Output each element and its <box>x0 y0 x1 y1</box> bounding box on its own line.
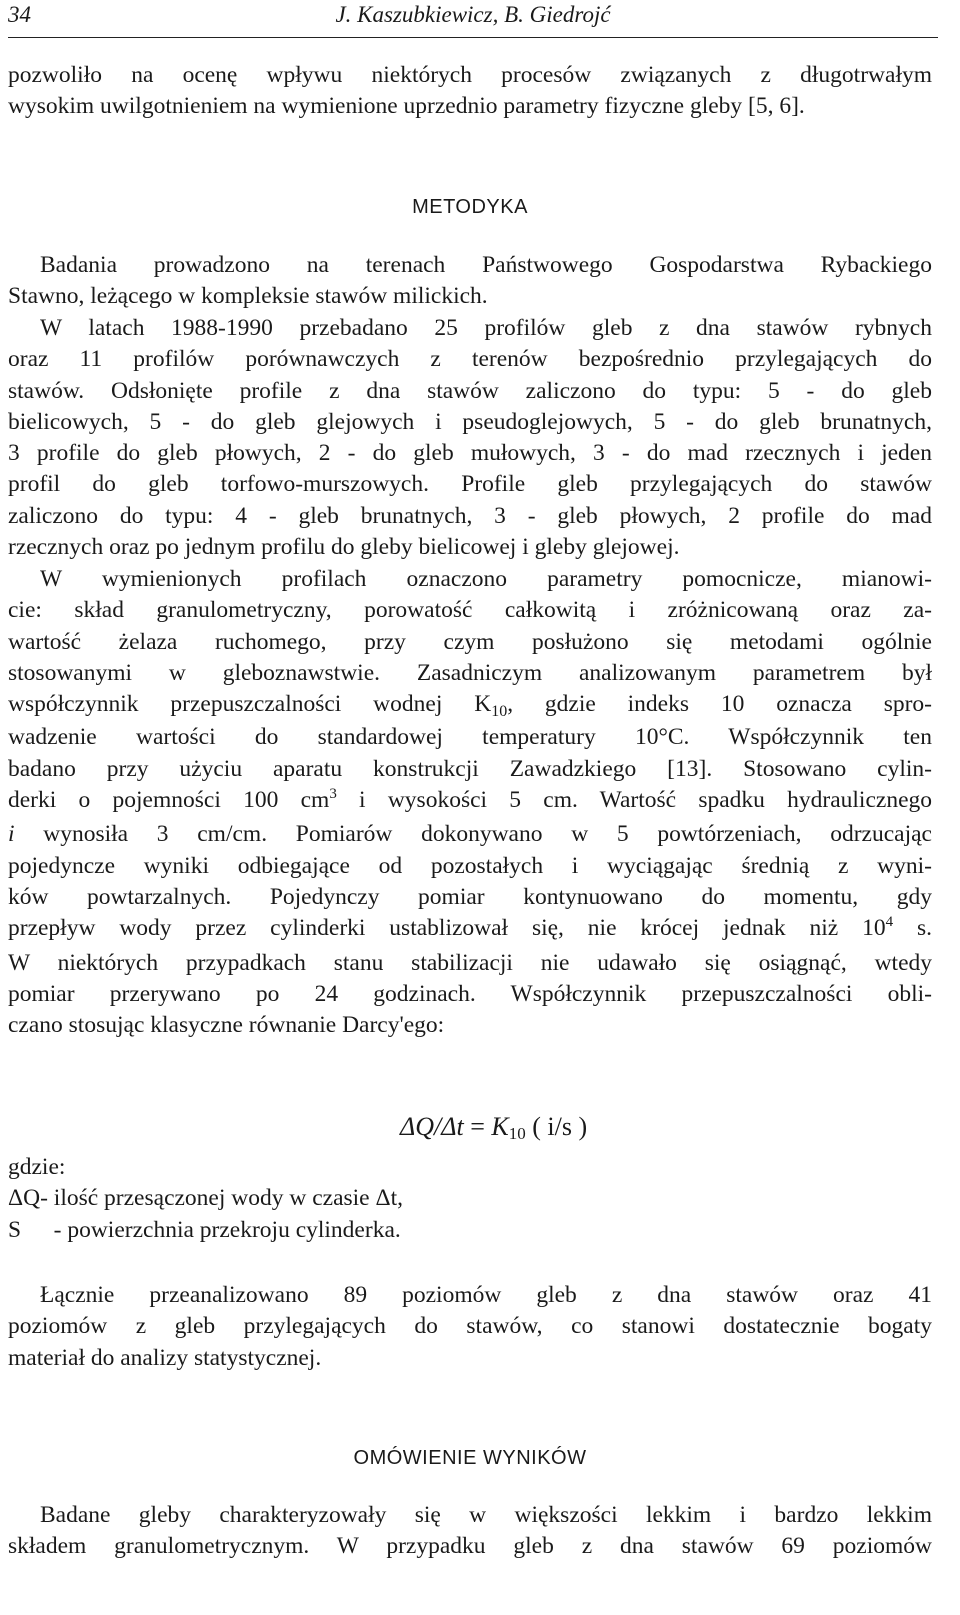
paragraph <box>8 313 932 563</box>
text-line <box>8 689 932 722</box>
text-line: profil do gleb torfowo-murszowych. Profile gleb przylegających do stawów <box>8 471 932 498</box>
text-line: poziomów z gleb przylegających do stawów, co stanowi dostatecznie bogaty <box>8 1313 932 1340</box>
text-line: cie: skład granulometryczny, porowatość całkowitą i zróżnicowaną oraz za- <box>8 597 932 624</box>
text-line: materiał do analizy statystycznej. <box>8 1344 322 1371</box>
text-line: ków powtarzalnych. Pojedynczy pomiar kontynuowano do momentu, gdy <box>8 883 932 910</box>
page-header <box>8 2 938 36</box>
text-line: wysokim uwilgotnieniem na wymienione uprzednio parametry fizyczne gleby [5, 6]. <box>8 93 805 120</box>
equation-rhs: ( i/s ) <box>532 1112 588 1141</box>
header-rule <box>8 37 938 38</box>
text-line: stawów. Odsłonięte profile z dna stawów zaliczono do typu: 5 - do gleb <box>8 377 932 404</box>
text-line: zaliczono do typu: 4 - gleb brunatnych, 3 - gleb płowych, 2 profile do mad <box>8 502 932 529</box>
text-line: składem granulometrycznym. W przypadku gleb z dna stawów 69 poziomów <box>8 1533 932 1560</box>
equation-k-subscript: 10 <box>508 1124 526 1143</box>
text-span: s. <box>893 915 932 942</box>
paragraph <box>8 1500 932 1563</box>
subscript: 10 <box>491 703 508 721</box>
text-span: , gdzie indeks 10 oznacza spro- <box>507 691 933 718</box>
equation-equals: = <box>463 1112 492 1141</box>
section-heading-omowienie: OMÓWIENIE WYNIKÓW <box>353 1447 587 1469</box>
text-line <box>8 819 932 850</box>
text-line: oraz 11 profilów porównawczych z terenów bezpośrednio przylegających do <box>8 346 932 373</box>
running-head: J. Kaszubkiewicz, B. Giedrojć <box>335 2 611 27</box>
text-line: bielicowych, 5 - do gleb glejowych i pseudoglejowych, 5 - do gleb brunatnych, <box>8 408 932 435</box>
intro-paragraph <box>8 60 932 123</box>
where-label: gdzie: <box>8 1154 66 1180</box>
page-number: 34 <box>8 2 31 27</box>
text-line: wadzenie wartości do standardowej temperatury 10°C. Współczynnik ten <box>8 724 932 751</box>
text-line: wartość żelaza ruchomego, przy czym posłużono się metodami ogólnie <box>8 628 932 655</box>
definitions-list <box>8 1152 932 1246</box>
text-line: pojedyncze wyniki odbiegające od pozostałych i wyciągając średnią z wyni- <box>8 852 932 879</box>
definition-term: ΔQ <box>8 1185 41 1212</box>
text-line: Łącznie przeanalizowano 89 poziomów gleb z dna stawów oraz 41 <box>40 1282 932 1308</box>
text-line: W niektórych przypadkach stanu stabilizacji nie udawało się osiągnąć, wtedy <box>8 949 932 976</box>
text-line <box>8 913 932 947</box>
text-line: 3 profile do gleb płowych, 2 - do gleb mułowych, 3 - do mad rzecznych i jeden <box>8 440 932 467</box>
text-line: W latach 1988-1990 przebadano 25 profilów gleb z dna stawów rybnych <box>40 315 932 341</box>
text-line: badano przy użyciu aparatu konstrukcji Zawadzkiego [13]. Stosowano cylin- <box>8 755 932 782</box>
definition-row <box>8 1215 932 1246</box>
text-span: współczynnik przepuszczalności wodnej K <box>8 691 492 718</box>
italic-symbol: i <box>8 821 15 848</box>
definition-desc: - powierzchnia przekroju cylinderka. <box>36 1216 401 1243</box>
text-line: Badane gleby charakteryzowały się w większości lekkim i bardzo lekkim <box>40 1502 932 1528</box>
definition-row <box>8 1183 932 1214</box>
text-line: rzecznych oraz po jednym profilu do gleby bielicowej i gleby glejowej. <box>8 534 680 561</box>
text-line: czano stosując klasyczne równanie Darcy'ego: <box>8 1012 445 1039</box>
text-line: W wymienionych profilach oznaczono parametry pomocnicze, mianowi- <box>40 566 932 592</box>
text-line: stosowanymi w gleboznawstwie. Zasadniczym analizowanym parametrem był <box>8 659 932 686</box>
text-line: pomiar przerywano po 24 godzinach. Współczynnik przepuszczalności obli- <box>8 980 932 1007</box>
definition-term: S <box>8 1216 22 1243</box>
text-span: wynosiła 3 cm/cm. Pomiarów dokonywano w 5 powtórzeniach, odrzucając <box>14 821 932 848</box>
definition-desc: - ilość przesączonej wody w czasie Δt, <box>40 1185 403 1212</box>
paragraph <box>8 564 932 1041</box>
equation-k: K <box>491 1112 509 1141</box>
text-line <box>8 785 932 819</box>
section-heading-metodyka: METODYKA <box>412 196 528 218</box>
equation-lhs: ΔQ/Δt <box>400 1112 464 1141</box>
superscript: 3 <box>329 786 337 803</box>
paragraph <box>8 250 932 313</box>
text-line: Badania prowadzono na terenach Państwowego Gospodarstwa Rybackiego <box>40 252 932 278</box>
text-span: przepływ wody przez cylinderki ustablizował się, nie krócej jednak niż 10 <box>8 915 886 942</box>
text-line: pozwoliło na ocenę wpływu niektórych procesów związanych z długotrwałym <box>8 62 932 88</box>
text-span: i wysokości 5 cm. Wartość spadku hydraulicznego <box>336 787 932 814</box>
text-line: Stawno, leżącego w kompleksie stawów milickich. <box>8 283 488 310</box>
darcy-equation <box>400 1112 587 1142</box>
paragraph <box>8 1280 932 1374</box>
superscript: 4 <box>885 914 894 931</box>
text-span: derki o pojemności 100 cm <box>8 787 330 814</box>
